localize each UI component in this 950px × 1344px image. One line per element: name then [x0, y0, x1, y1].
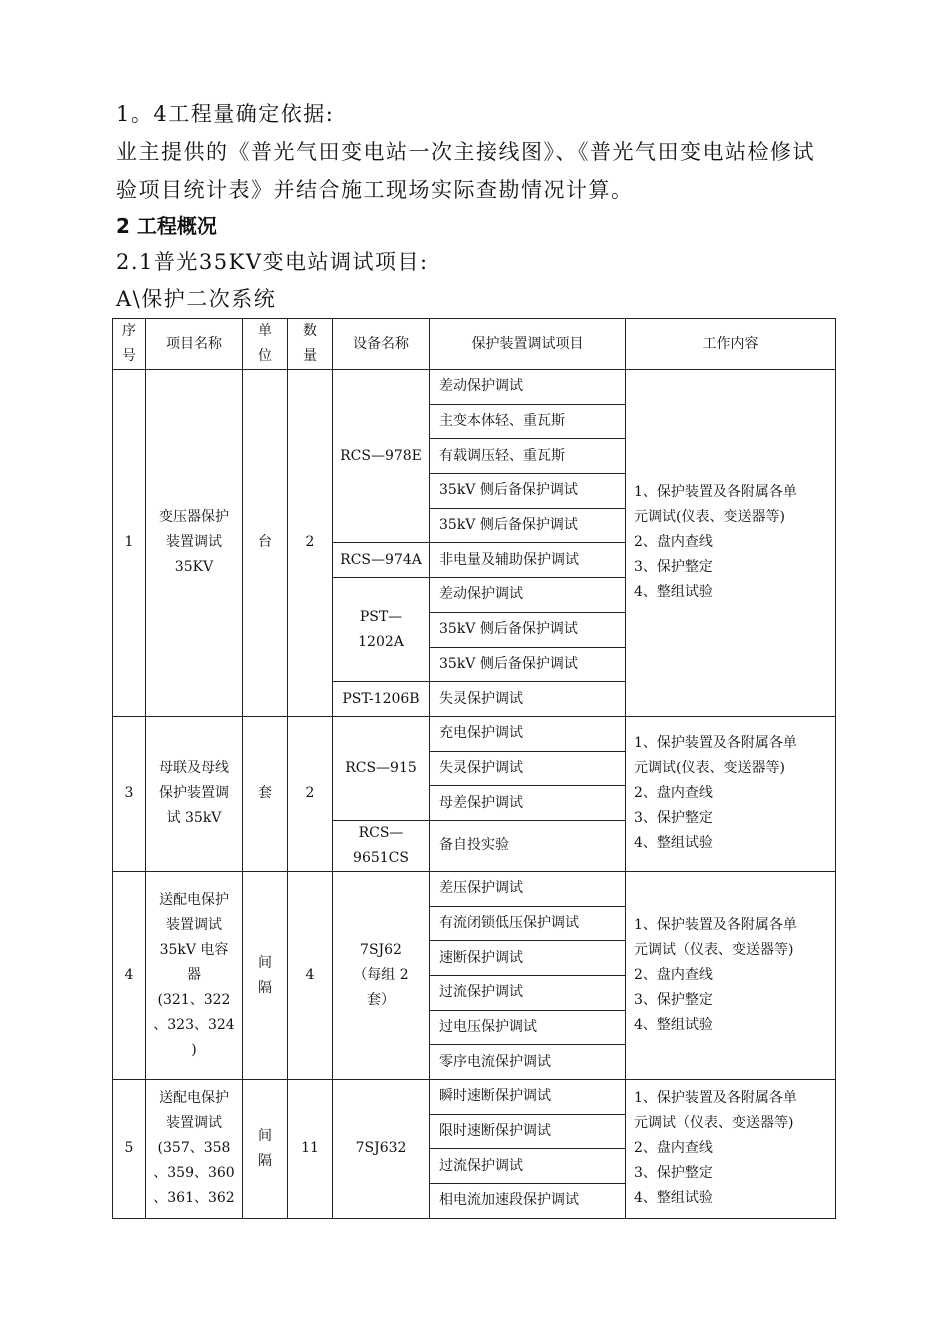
table-row: [113, 1080, 836, 1115]
debug-items-table: [112, 318, 836, 1219]
device-name-line: RCS—978E: [340, 447, 422, 464]
cell-seq: 5: [113, 1080, 146, 1219]
project-name-line: 变压器保护: [159, 509, 229, 526]
cell-unit: [243, 871, 288, 1079]
cell-qty: 11: [288, 1080, 333, 1219]
cell-debug-item: 过电压保护调试: [430, 1010, 626, 1045]
table-header-row: [113, 319, 836, 370]
cell-device-name: [333, 716, 430, 820]
work-line: 4、整组试验: [634, 584, 713, 601]
device-name-line: 7SJ632: [355, 1140, 407, 1157]
unit-char: 台: [258, 534, 272, 551]
cell-device-name: [333, 578, 430, 682]
project-name-line: 送配电保护: [159, 1090, 229, 1107]
work-line: 元调试(仪表、变送器等): [634, 509, 785, 526]
cell-unit: [243, 1080, 288, 1219]
cell-debug-item: 相电流加速段保护调试: [430, 1184, 626, 1219]
header-work: 工作内容: [626, 319, 836, 370]
cell-project-name: [146, 1080, 243, 1219]
work-line: 4、整组试验: [634, 1190, 713, 1207]
cell-device-name: [333, 1080, 430, 1219]
device-name-line: PST—1202A: [358, 608, 404, 650]
section-2-1-heading: 2.1普光35KV变电站调试项目:: [116, 250, 429, 274]
cell-device-name: [333, 370, 430, 543]
cell-debug-item: 差压保护调试: [430, 871, 626, 906]
cell-unit: [243, 370, 288, 717]
work-line: 3、保护整定: [634, 810, 713, 827]
cell-project-name: [146, 370, 243, 717]
cell-debug-item: 35kV 侧后备保护调试: [430, 647, 626, 682]
cell-debug-item: 失灵保护调试: [430, 751, 626, 786]
cell-debug-item: 35kV 侧后备保护调试: [430, 612, 626, 647]
project-name-line: 、361、362: [153, 1190, 235, 1207]
work-line: 2、盘内查线: [634, 785, 713, 802]
cell-debug-item: 速断保护调试: [430, 941, 626, 976]
work-line: 3、保护整定: [634, 1165, 713, 1182]
cell-debug-item: 非电量及辅助保护调试: [430, 543, 626, 578]
device-name-line: RCS—915: [345, 759, 417, 776]
device-name-line: （每组 2: [353, 967, 409, 983]
cell-debug-item: 限时速断保护调试: [430, 1114, 626, 1149]
unit-char: 套: [258, 785, 272, 802]
header-qty: 数 量: [288, 319, 333, 370]
cell-device-name: [333, 820, 430, 871]
table-row: [113, 871, 836, 906]
cell-debug-item: 有载调压轻、重瓦斯: [430, 439, 626, 474]
cell-device-name: [333, 543, 430, 578]
cell-work-content: [626, 1080, 836, 1219]
device-name-line: 9651CS: [353, 849, 409, 866]
cell-project-name: [146, 871, 243, 1079]
header-name: 项目名称: [146, 319, 243, 370]
cell-seq: 4: [113, 871, 146, 1079]
device-name-line: 套）: [367, 992, 395, 1008]
work-line: 元调试（仪表、变送器等): [634, 1115, 794, 1132]
cell-seq: 3: [113, 716, 146, 871]
work-line: 2、盘内查线: [634, 1140, 713, 1157]
table-body: [113, 319, 836, 1219]
cell-work-content: [626, 716, 836, 871]
unit-char: 隔: [258, 1152, 272, 1169]
project-name-line: 试 35kV: [166, 810, 222, 827]
cell-debug-item: 过流保护调试: [430, 1149, 626, 1184]
cell-debug-item: 过流保护调试: [430, 976, 626, 1011]
work-line: 1、保护装置及各附属各单: [634, 1090, 797, 1107]
work-line: 3、保护整定: [634, 559, 713, 576]
header-items: 保护装置调试项目: [430, 319, 626, 370]
project-name-line: 器: [187, 967, 201, 983]
project-name-line: 送配电保护: [159, 892, 229, 908]
project-name-line: 装置调试: [166, 534, 222, 551]
cell-debug-item: 零序电流保护调试: [430, 1045, 626, 1080]
project-name-line: 装置调试: [166, 1115, 222, 1132]
project-name-line: 、323、324: [153, 1017, 235, 1033]
cell-debug-item: 35kV 侧后备保护调试: [430, 474, 626, 509]
section-1-4-heading: 1。4工程量确定依据:: [116, 102, 335, 126]
cell-seq: 1: [113, 370, 146, 717]
header-seq: 序 号: [113, 319, 146, 370]
cell-debug-item: 瞬时速断保护调试: [430, 1080, 626, 1115]
unit-char: 间: [258, 954, 272, 971]
cell-debug-item: 充电保护调试: [430, 716, 626, 751]
work-line: 1、保护装置及各附属各单: [634, 484, 797, 501]
section-1-4-body-line1: 业主提供的《普光气田变电站一次主接线图》、《普光气田变电站检修试: [116, 140, 815, 164]
cell-qty: 2: [288, 716, 333, 871]
section-1-4-body-line2: 验项目统计表》并结合施工现场实际查勘情况计算。: [116, 178, 634, 202]
header-unit: 单 位: [243, 319, 288, 370]
work-line: 2、盘内查线: [634, 967, 713, 983]
project-name-line: 35kV 电容: [159, 942, 229, 958]
device-name-line: 7SJ62: [360, 942, 402, 958]
work-line: 3、保护整定: [634, 992, 713, 1008]
cell-qty: 4: [288, 871, 333, 1079]
work-line: 4、整组试验: [634, 835, 713, 852]
project-name-line: ): [191, 1042, 197, 1058]
project-name-line: 装置调试: [166, 917, 222, 933]
project-name-line: 保护装置调: [159, 785, 229, 802]
project-name-line: 、359、360: [153, 1165, 235, 1182]
cell-debug-item: 有流闭锁低压保护调试: [430, 906, 626, 941]
cell-device-name: [333, 871, 430, 1079]
work-line: 4、整组试验: [634, 1017, 713, 1033]
project-name-line: 母联及母线: [159, 760, 229, 777]
cell-qty: 2: [288, 370, 333, 717]
section-a-heading: A\保护二次系统: [116, 287, 277, 311]
work-line: 1、保护装置及各附属各单: [634, 735, 797, 752]
work-line: 2、盘内查线: [634, 534, 713, 551]
unit-char: 隔: [258, 979, 272, 996]
cell-debug-item: 差动保护调试: [430, 578, 626, 613]
cell-debug-item: 母差保护调试: [430, 786, 626, 821]
section-2-heading: 2 工程概况: [116, 214, 217, 238]
cell-project-name: [146, 716, 243, 871]
work-line: 1、保护装置及各附属各单: [634, 917, 797, 933]
device-name-line: RCS—: [358, 824, 404, 841]
project-name-line: (321、322: [157, 992, 231, 1008]
cell-work-content: [626, 871, 836, 1079]
cell-device-name: [333, 682, 430, 717]
header-device: 设备名称: [333, 319, 430, 370]
cell-debug-item: 失灵保护调试: [430, 682, 626, 717]
work-line: 元调试(仪表、变送器等): [634, 760, 785, 777]
cell-debug-item: 主变本体轻、重瓦斯: [430, 404, 626, 439]
project-name-line: 35KV: [174, 559, 214, 576]
cell-unit: [243, 716, 288, 871]
device-name-line: RCS—974A: [340, 551, 422, 568]
table-row: [113, 370, 836, 405]
cell-work-content: [626, 370, 836, 717]
work-line: 元调试（仪表、变送器等): [634, 942, 794, 958]
cell-debug-item: 备自投实验: [430, 820, 626, 871]
device-name-line: PST-1206B: [342, 690, 420, 707]
cell-debug-item: 差动保护调试: [430, 370, 626, 405]
cell-debug-item: 35kV 侧后备保护调试: [430, 508, 626, 543]
project-name-line: (357、358: [157, 1140, 231, 1157]
table-row: [113, 716, 836, 751]
unit-char: 间: [258, 1127, 272, 1144]
